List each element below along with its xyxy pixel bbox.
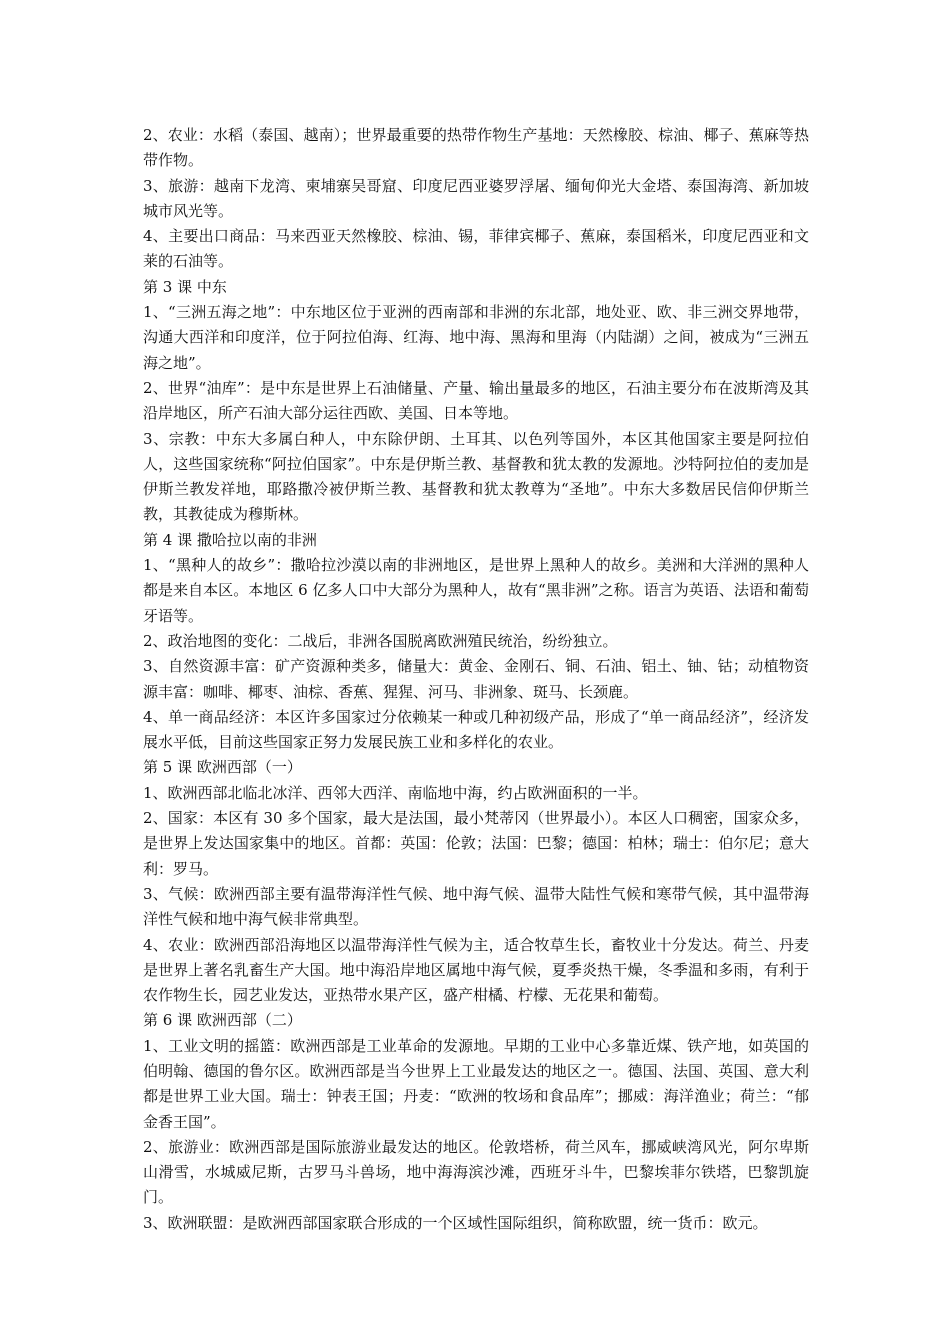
paragraph: 1、“三洲五海之地”：中东地区位于亚洲的西南部和非洲的东北部，地处亚、欧、非三洲交界地带，沟通大西洋和印度洋，位于阿拉伯海、红海、地中海、黑海和里海（内陆湖）之间，被成为“三洲五海之地”。 xyxy=(143,303,809,372)
paragraph: 4、农业：欧洲西部沿海地区以温带海洋性气候为主，适合牧草生长，畜牧业十分发达。荷兰、丹麦是世界上著名乳畜生产大国。地中海沿岸地区属地中海气候，夏季炎热干燥，冬季温和多雨，有利于农作物生长，园艺业发达，亚热带水果产区，盛产柑橘、柠檬、无花果和葡萄。 xyxy=(143,935,809,1005)
paragraph: 3、宗教：中东大多属白种人，中东除伊朗、土耳其、以色列等国外，本区其他国家主要是阿拉伯人，这些国家统称“阿拉伯国家”。中东是伊斯兰教、基督教和犹太教的发源地。沙特阿拉伯的麦加是伊斯兰教发祥地，耶路撒冷被伊斯兰教、基督教和犹太教尊为“圣地”。中东大多数居民信仰伊斯兰教，其教徒成为穆斯林。 xyxy=(143,429,809,524)
paragraph: 2、农业：水稻（泰国、越南）；世界最重要的热带作物生产基地：天然橡胶、棕油、椰子、蕉麻等热带作物。 xyxy=(143,126,809,170)
paragraph: 3、自然资源丰富：矿产资源种类多，储量大：黄金、金刚石、铜、石油、铝土、铀、钴；动植物资源丰富：咖啡、椰枣、油棕、香蕉、猩猩、河马、非洲象、斑马、长颈鹿。 xyxy=(143,657,809,701)
paragraph: 2、国家：本区有 30 多个国家，最大是法国，最小梵蒂冈（世界最小）。本区人口稠密，国家众多，是世界上发达国家集中的地区。首都：英国：伦敦；法国：巴黎；德国：柏林；瑞士：伯尔尼；意大利：罗马。 xyxy=(143,809,809,878)
paragraph: 3、旅游：越南下龙湾、柬埔寨吴哥窟、印度尼西亚婆罗浮屠、缅甸仰光大金塔、泰国海湾、新加坡城市风光等。 xyxy=(143,176,809,220)
paragraph: 4、单一商品经济：本区许多国家过分依赖某一种或几种初级产品，形成了“单一商品经济”，经济发展水平低，目前这些国家正努力发展民族工业和多样化的农业。 xyxy=(143,707,809,752)
lesson-heading: 第 6 课 欧洲西部（二） xyxy=(143,1011,302,1030)
document-page xyxy=(143,123,809,1236)
paragraph: 2、世界“油库”：是中东是世界上石油储量、产量、输出量最多的地区，石油主要分布在波斯湾及其沿岸地区，所产石油大部分运往西欧、美国、日本等地。 xyxy=(143,378,809,423)
paragraph: 2、旅游业：欧洲西部是国际旅游业最发达的地区。伦敦塔桥，荷兰风车，挪威峡湾风光，阿尔卑斯山滑雪，水城威尼斯，古罗马斗兽场，地中海海滨沙滩，西班牙斗牛，巴黎埃菲尔铁塔，巴黎凯旋门。 xyxy=(143,1137,809,1207)
paragraph: 3、欧洲联盟：是欧洲西部国家联合形成的一个区域性国际组织，简称欧盟，统一货币：欧元。 xyxy=(143,1213,768,1232)
lesson-heading: 第 4 课 撒哈拉以南的非洲 xyxy=(143,530,317,549)
paragraph: 1、“黑种人的故乡”：撒哈拉沙漠以南的非洲地区，是世界上黑种人的故乡。美洲和大洋洲的黑种人都是来自本区。本地区 6 亿多人口中大部分为黑种人，故有“黑非洲”之称。语言为英语、法语和葡萄牙语等。 xyxy=(143,556,809,625)
paragraph: 2、政治地图的变化：二战后，非洲各国脱离欧洲殖民统治，纷纷独立。 xyxy=(143,631,618,650)
lesson-heading: 第 5 课 欧洲西部（一） xyxy=(143,758,302,777)
paragraph: 1、工业文明的摇篮：欧洲西部是工业革命的发源地。早期的工业中心多靠近煤、铁产地，如英国的伯明翰、德国的鲁尔区。欧洲西部是当今世界上工业最发达的地区之一。德国、法国、英国、意大利都是世界工业大国。瑞士：钟表王国；丹麦：“欧洲的牧场和食品库”；挪威：海洋渔业；荷兰：“郁金香王国”。 xyxy=(143,1036,809,1131)
paragraph: 4、主要出口商品：马来西亚天然橡胶、棕油、锡，菲律宾椰子、蕉麻，泰国稻米，印度尼西亚和文莱的石油等。 xyxy=(143,227,809,271)
paragraph: 1、欧洲西部北临北冰洋、西邻大西洋、南临地中海，约占欧洲面积的一半。 xyxy=(143,783,648,802)
paragraph: 3、气候：欧洲西部主要有温带海洋性气候、地中海气候、温带大陆性气候和寒带气候，其中温带海洋性气候和地中海气候非常典型。 xyxy=(143,884,809,929)
lesson-heading: 第 3 课 中东 xyxy=(143,277,227,296)
